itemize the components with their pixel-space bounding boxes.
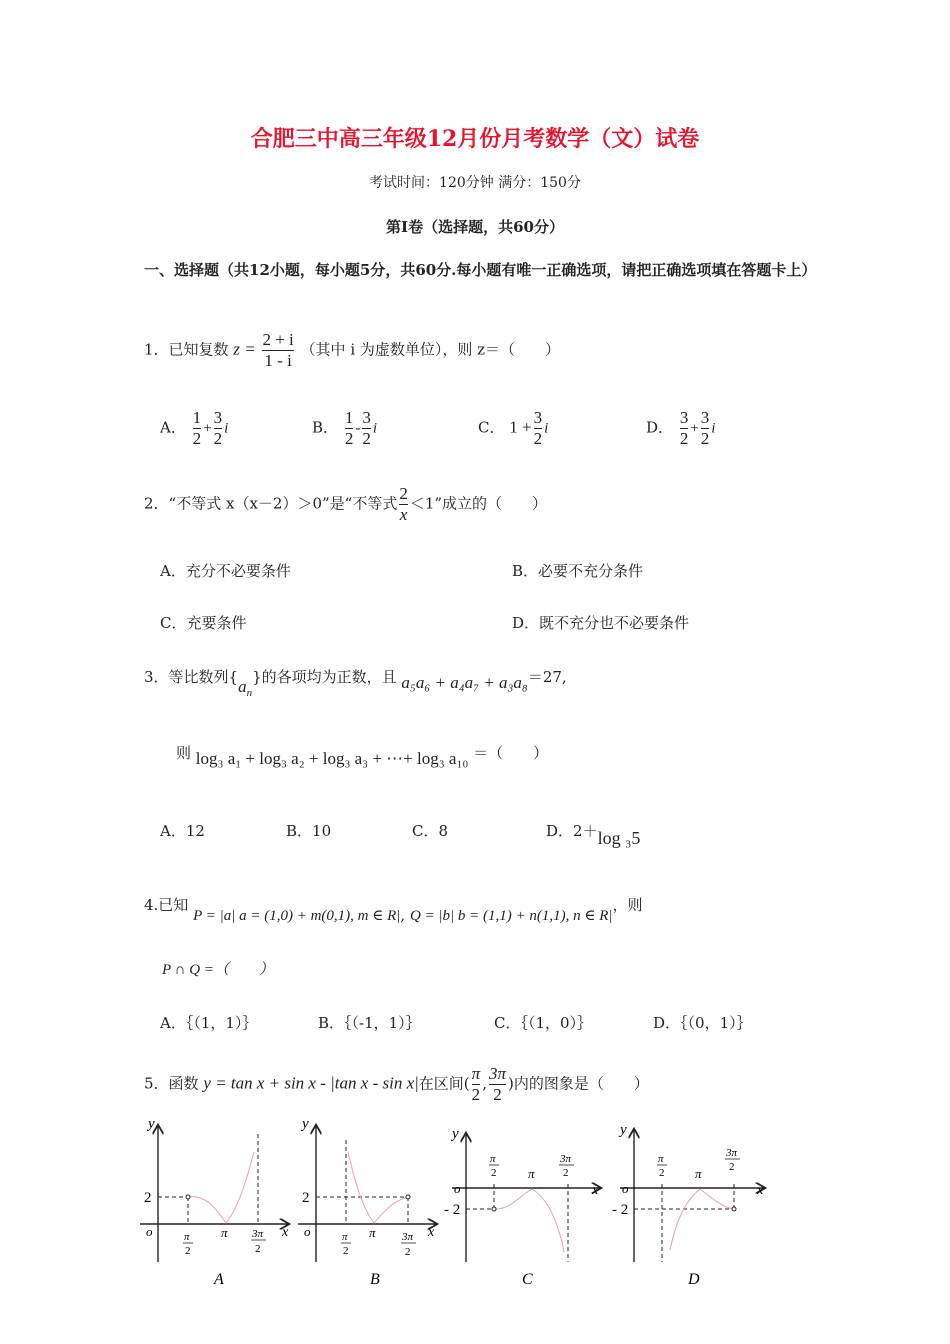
question-3-prefix: 3．等比数列{ <box>144 668 239 686</box>
tick-pi: π <box>221 1225 228 1240</box>
fraction-denominator: 2 <box>679 429 689 448</box>
tick-label-2: 2 <box>144 1190 152 1206</box>
question-2-suffix: ＜1”成立的（ ） <box>409 494 548 513</box>
y-axis-label: y <box>302 1116 309 1132</box>
fraction-numerator: 1 <box>344 408 354 427</box>
imaginary-unit: i <box>372 420 377 437</box>
x-axis-label: x <box>757 1183 764 1198</box>
question-3 <box>144 666 567 699</box>
exam-meta: 考试时间：120分钟 满分：150分 <box>369 175 581 191</box>
origin-label: o <box>622 1181 629 1196</box>
y-axis-label: y <box>452 1126 459 1142</box>
question-1 <box>144 330 560 371</box>
question-3-line2 <box>176 742 549 768</box>
tick-pi: π <box>369 1225 376 1240</box>
graph-c[interactable] <box>444 1126 600 1288</box>
expression-end: ＝（ ） <box>473 744 549 762</box>
y-axis-label: y <box>148 1116 155 1132</box>
x-axis-label: x <box>592 1183 599 1198</box>
q3-option-d[interactable] <box>546 820 641 848</box>
fraction-denominator: 2 <box>344 429 354 448</box>
sequence-symbol: a <box>238 677 247 696</box>
then-word: 则 <box>176 744 192 762</box>
option-label: A． <box>160 418 186 437</box>
graph-label-b: B <box>370 1271 380 1288</box>
fraction-denominator: 2 <box>362 429 371 448</box>
open-point <box>186 1195 190 1199</box>
q1-option-d[interactable] <box>646 408 715 449</box>
interval-prefix: 在区间( <box>418 1074 470 1093</box>
option-label: D． <box>646 418 674 437</box>
separator: , <box>400 906 406 924</box>
tick-pi-half-num: π <box>658 1153 664 1165</box>
x-axis-label: x <box>428 1225 435 1240</box>
question-4-line2: P ∩ Q =（ ） <box>162 962 274 978</box>
tick-label-neg2: - 2 <box>444 1202 461 1218</box>
imaginary-unit: i <box>711 420 716 437</box>
q3-option-c[interactable]: C．8 <box>412 822 449 840</box>
tick-pi: π <box>528 1166 535 1181</box>
fraction-numerator: 3 <box>533 408 543 427</box>
fraction-numerator: 3 <box>213 408 223 427</box>
question-3-mid: }的各项均为正数，且 <box>252 668 397 686</box>
exam-title: 合肥三中高三年级12月份月考数学（文）试卷 <box>250 126 700 152</box>
q1-option-c[interactable] <box>478 408 548 449</box>
question-1-prefix: 1．已知复数 <box>144 340 229 359</box>
graph-label-d: D <box>688 1271 700 1288</box>
q1-option-a[interactable] <box>160 408 228 449</box>
graph-label-c: C <box>522 1271 533 1288</box>
tick-3pi-half-num: 3π <box>726 1147 738 1159</box>
set-p: P = |a| a = (1,0) + m(0,1), m ∈ R| <box>193 908 401 924</box>
tick-pi: π <box>695 1166 702 1181</box>
question-5-prefix: 5．函数 <box>144 1074 199 1093</box>
fraction-denominator: 2 <box>493 1085 502 1104</box>
set-q: Q = |b| b = (1,1) + n(1,1), n ∈ R| <box>409 908 613 924</box>
tick-pi-half-num: π <box>342 1231 348 1243</box>
graph-b[interactable] <box>298 1116 436 1288</box>
fraction-numerator: π <box>471 1064 481 1083</box>
fraction-denominator: 2 <box>471 1085 481 1104</box>
graph-d[interactable] <box>612 1122 764 1288</box>
question-1-fraction <box>262 330 293 371</box>
fraction-numerator: 3 <box>362 408 371 427</box>
option-label: C． <box>478 418 505 437</box>
q2-option-c[interactable]: C．充要条件 <box>160 614 247 632</box>
option-label: D．2＋ <box>546 822 598 840</box>
tick-3pi-half-num: 3π <box>560 1153 572 1165</box>
q4-option-b[interactable]: B．｛（-1，1）｝ <box>318 1014 421 1032</box>
tick-label-neg2: - 2 <box>612 1202 629 1218</box>
fraction-denominator: x <box>399 505 408 524</box>
fraction-denominator: 2 <box>533 429 543 448</box>
q5-graphs <box>130 1112 810 1302</box>
function-expression: y = tan x + sin x - |tan x - sin x| <box>203 1073 419 1093</box>
open-point <box>406 1195 410 1199</box>
whole-part: 1 + <box>509 417 532 437</box>
fraction-numerator: 3 <box>679 408 689 427</box>
question-2 <box>144 484 547 525</box>
fraction-numerator: 2 <box>399 484 408 503</box>
fraction-denominator: 2 <box>192 429 202 448</box>
question-1-suffix: （其中 i 为虚数单位），则 z＝（ ） <box>300 340 561 359</box>
q2-option-b[interactable]: B．必要不充分条件 <box>512 562 644 580</box>
question-5: 5．函数 y = tan x + sin x - |tan x - sin x|在区间( $\frac{\pi}{2}$ , $\frac{3\pi}{2}$ )内的图象是（ ） <box>144 1064 649 1104</box>
fraction-denominator: 2 <box>700 429 710 448</box>
q4-option-a[interactable]: A．｛（1，1）｝ <box>160 1014 258 1032</box>
interval-suffix: )内的图象是（ ） <box>508 1074 649 1093</box>
tick-3pi-half-num: 3π <box>402 1231 414 1243</box>
condition-expression: a₅a₆ + a₄a₇ + a₃a₈ <box>401 673 528 692</box>
tick-pi-half-num: π <box>184 1231 190 1243</box>
operator: + <box>690 420 699 437</box>
fraction-numerator: 3π <box>488 1064 506 1083</box>
tick-3pi-half-den: 2 <box>729 1161 735 1173</box>
curve <box>670 1189 734 1250</box>
log-sum-expression: log₃ a₁ + log₃ a₂ + log₃ a₃ + ⋯+ log₃ a₁₀ <box>195 749 469 768</box>
origin-label: o <box>304 1224 311 1239</box>
graph-a[interactable] <box>140 1116 289 1288</box>
tick-label-2: 2 <box>302 1190 310 1206</box>
curve <box>348 1152 408 1223</box>
question-4-suffix: ，则 <box>612 896 643 914</box>
imaginary-unit: i <box>544 420 549 437</box>
x-axis-label: x <box>282 1225 289 1240</box>
question-1-z: z = <box>233 339 256 359</box>
question-2-prefix: 2．“不等式 x（x－2）＞0”是“不等式 <box>144 494 398 513</box>
q2-option-d[interactable]: D．既不充分也不必要条件 <box>512 614 690 632</box>
part-heading: 第Ⅰ卷（选择题，共60分） <box>386 218 564 236</box>
tick-pi-half-den: 2 <box>491 1167 497 1179</box>
option-log-term: log ₃5 <box>597 828 641 848</box>
tick-3pi-half-den: 2 <box>563 1167 569 1179</box>
tick-pi-half-den: 2 <box>659 1167 665 1179</box>
operator: - <box>355 420 361 437</box>
section-heading: 一、选择题（共12小题，每小题5分，共60分.每小题有唯一正确选项，请把正确选项填在答题卡上） <box>144 261 817 279</box>
sequence-subscript: n <box>246 687 253 699</box>
tick-3pi-half-num: 3π <box>252 1228 264 1240</box>
tick-pi-half-den: 2 <box>343 1245 349 1257</box>
condition-value: ＝27, <box>527 668 567 686</box>
tick-pi-half-num: π <box>490 1153 496 1165</box>
q1-option-b[interactable] <box>312 408 377 449</box>
tick-3pi-half-den: 2 <box>405 1246 411 1258</box>
imaginary-unit: i <box>224 420 229 437</box>
q4-option-d[interactable]: D．｛（0，1）｝ <box>653 1014 752 1032</box>
fraction-numerator: 1 <box>192 408 202 427</box>
curve <box>494 1189 564 1252</box>
fraction-numerator: 3 <box>700 408 710 427</box>
tick-3pi-half-den: 2 <box>255 1243 261 1255</box>
q3-option-a[interactable]: A．12 <box>160 822 205 840</box>
fraction-numerator: 2 + i <box>262 330 294 349</box>
tick-pi-half-den: 2 <box>185 1245 191 1257</box>
question-4-prefix: 4.已知 <box>144 896 189 914</box>
open-point <box>492 1207 496 1211</box>
question-4 <box>144 894 643 924</box>
graph-label-a: A <box>214 1271 224 1288</box>
q3-option-b[interactable]: B．10 <box>286 822 332 840</box>
operator: + <box>203 420 212 437</box>
fraction-denominator: 1 - i <box>264 351 292 370</box>
q2-option-a[interactable]: A．充分不必要条件 <box>160 562 291 580</box>
fraction-denominator: 2 <box>213 429 223 448</box>
option-label: B． <box>312 418 339 437</box>
q4-option-c[interactable]: C．｛（1，0）｝ <box>494 1014 593 1032</box>
y-axis-label: y <box>620 1122 627 1138</box>
origin-label: o <box>454 1181 461 1196</box>
curve <box>188 1152 254 1223</box>
open-point <box>732 1207 736 1211</box>
origin-label: o <box>146 1224 153 1239</box>
